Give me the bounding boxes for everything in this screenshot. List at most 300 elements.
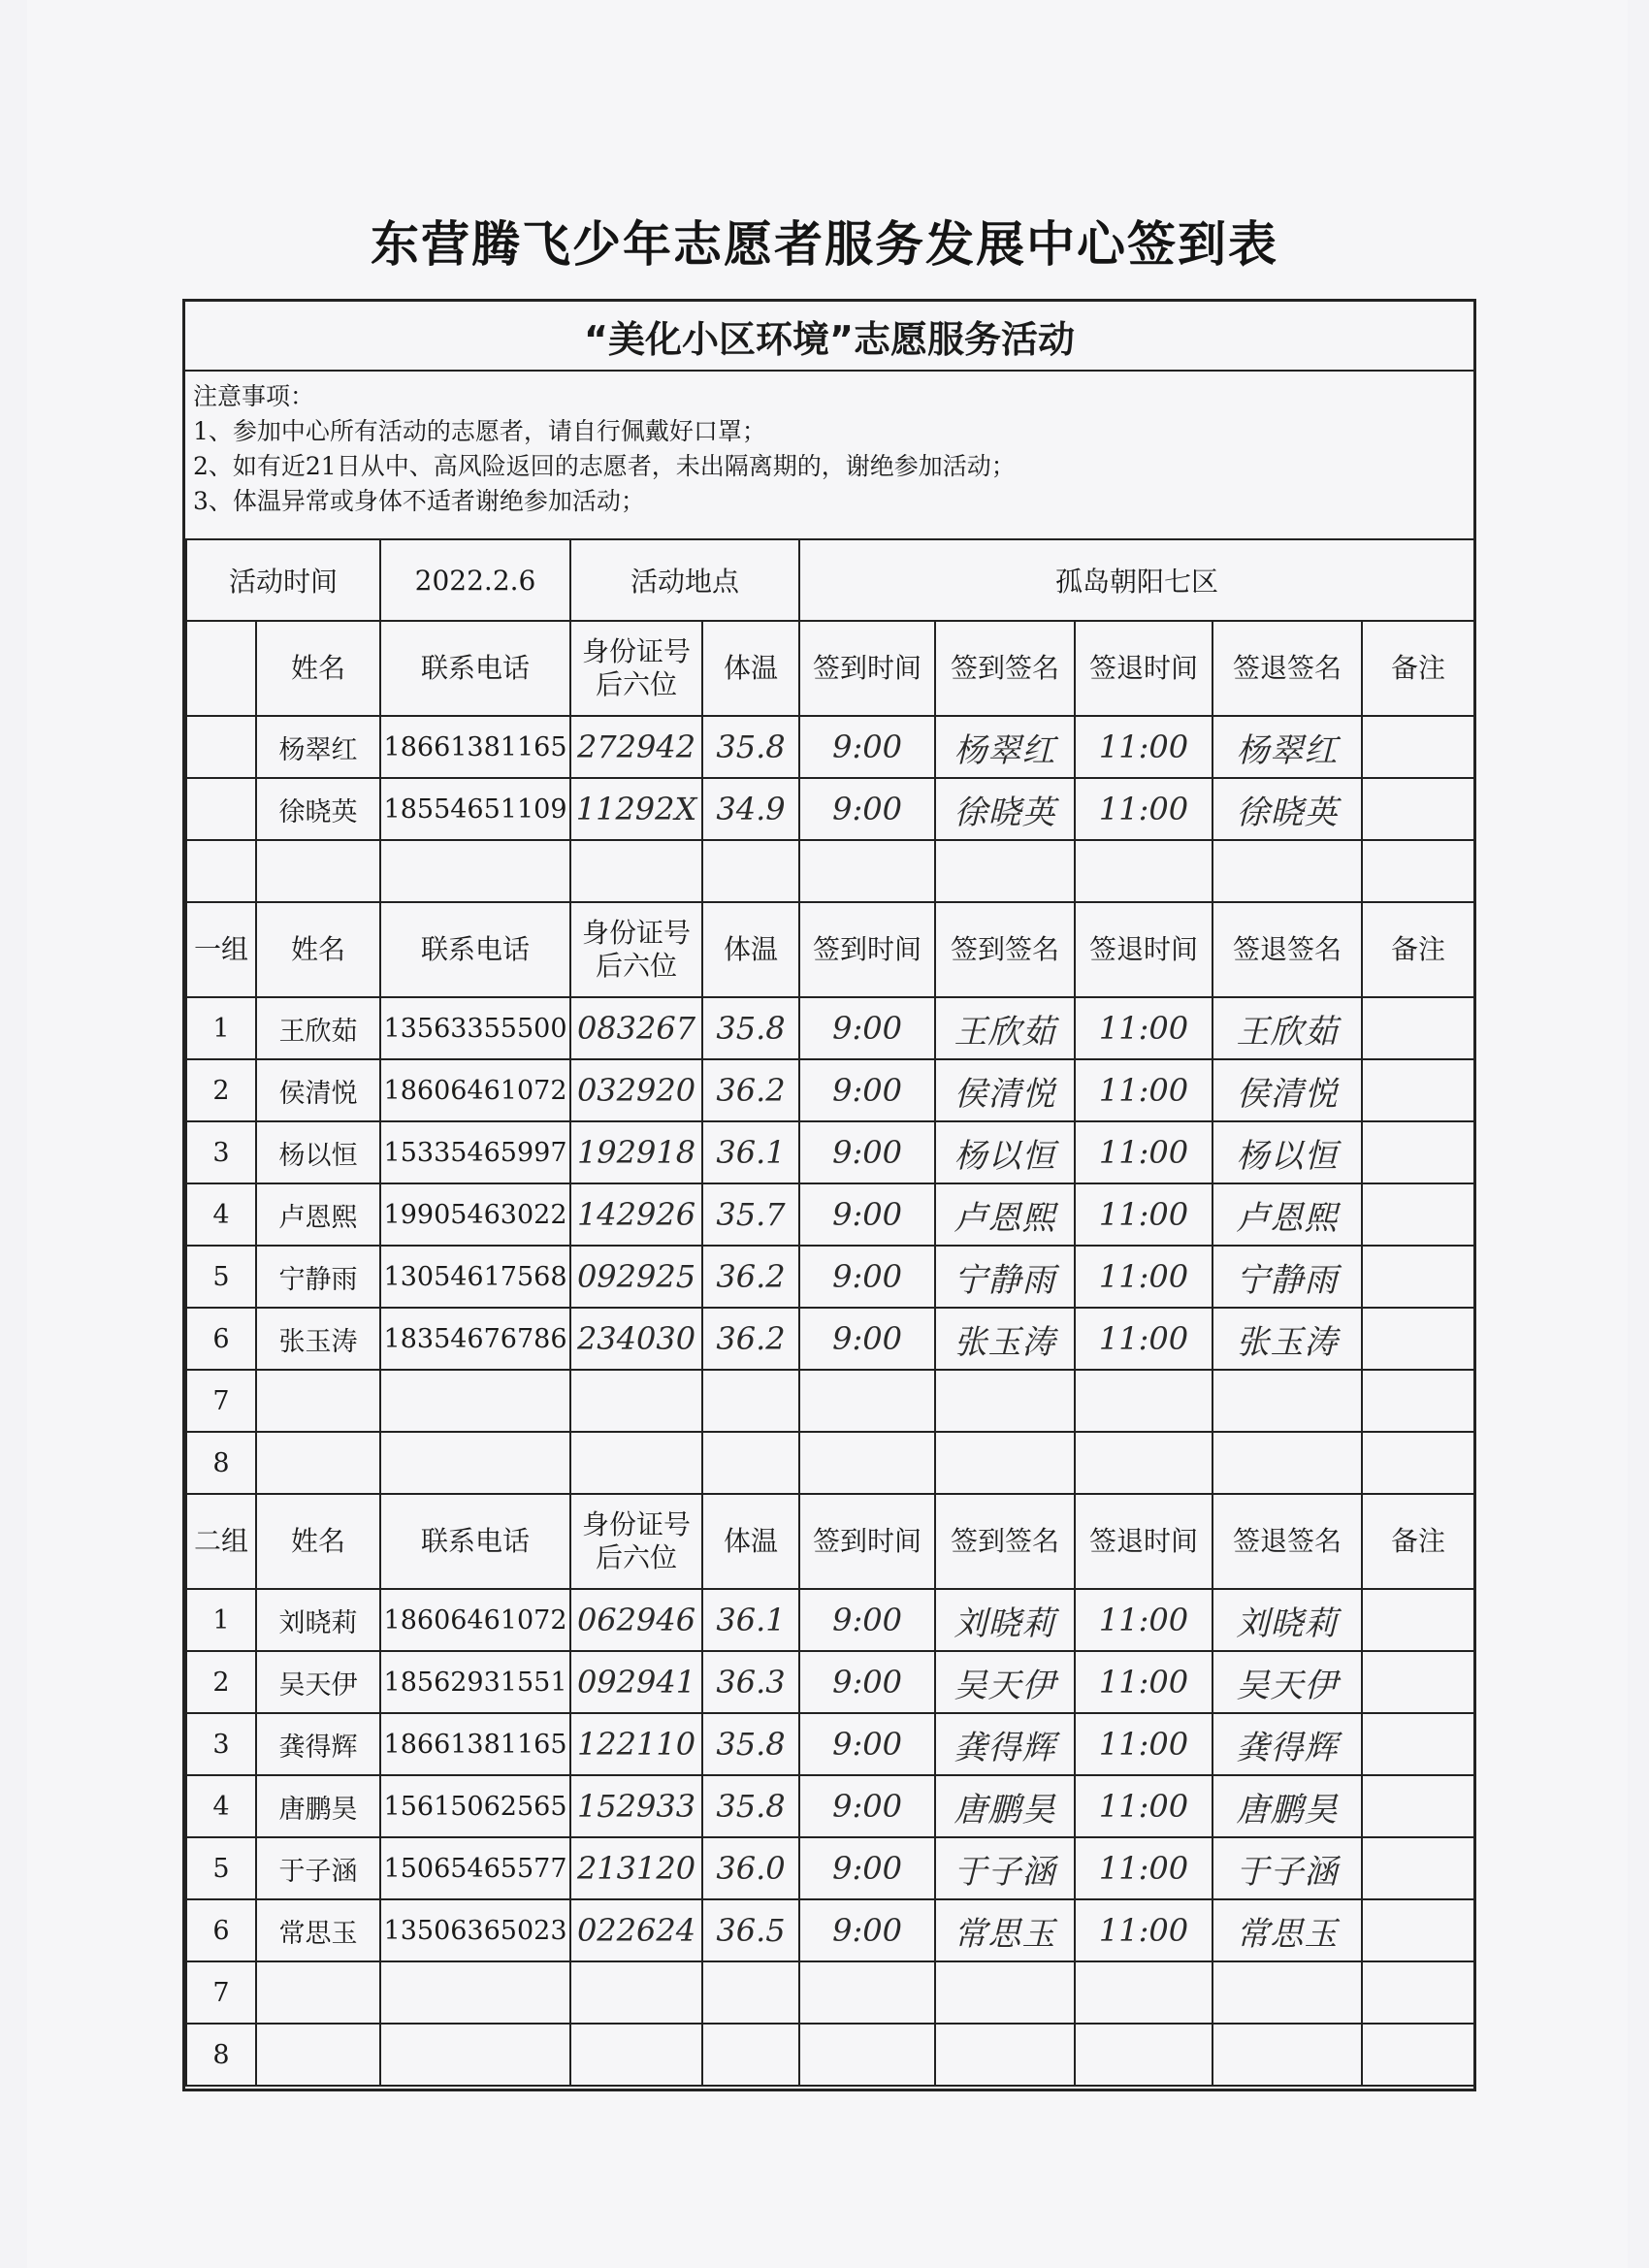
activity-name: “美化小区环境”志愿服务活动 [185, 302, 1473, 372]
phone-number-cell [380, 1370, 570, 1432]
body-temperature: 35.8 [716, 729, 786, 765]
notes-heading: 注意事项： [193, 382, 315, 410]
row-number: 1 [212, 1604, 230, 1636]
sign-out-time-cell [1075, 1183, 1212, 1246]
body-temperature-cell [702, 840, 799, 902]
sign-out-signature-cell [1212, 1059, 1362, 1121]
id-last-six: 142926 [576, 1196, 696, 1233]
row-number-cell [186, 1899, 256, 1961]
header-phone: 联系电话 [380, 621, 570, 716]
volunteer-name-cell [256, 1899, 380, 1961]
body-temperature-cell [702, 1899, 799, 1961]
sign-out-time: 11:00 [1098, 1072, 1189, 1109]
sign-out-signature: 杨以恒 [1236, 1136, 1339, 1176]
sign-in-time-cell [799, 1059, 935, 1121]
sign-out-time-cell [1075, 778, 1212, 840]
header-temperature: 体温 [702, 1494, 799, 1589]
header-id-line: 后六位 [596, 668, 678, 700]
phone-number-cell [380, 1713, 570, 1775]
id-last-six-cell [570, 997, 702, 1059]
remark-cell [1362, 1589, 1474, 1651]
id-last-six: 083267 [576, 1010, 696, 1047]
remark-cell [1362, 997, 1474, 1059]
header-temperature: 体温 [702, 902, 799, 997]
activity-place-value: 孤岛朝阳七区 [799, 539, 1474, 621]
header-sign-in-signature: 签到签名 [935, 1494, 1075, 1589]
sign-out-time-cell [1075, 1370, 1212, 1432]
sign-out-signature-cell [1212, 2024, 1362, 2086]
sign-in-signature: 刘晓莉 [954, 1604, 1056, 1643]
volunteer-name-cell [256, 997, 380, 1059]
column-header-row [186, 902, 1474, 997]
volunteer-name: 于子涵 [278, 1856, 358, 1887]
header-sign-in-signature: 签到签名 [935, 621, 1075, 716]
sign-out-time: 11:00 [1098, 1196, 1189, 1233]
sign-out-time: 11:00 [1098, 1320, 1189, 1357]
remark-cell [1362, 1961, 1474, 2024]
sign-in-signature: 宁静雨 [954, 1260, 1056, 1300]
sign-in-time: 9:00 [832, 1912, 902, 1949]
sign-out-signature: 徐晓英 [1236, 793, 1339, 832]
id-last-six-cell [570, 840, 702, 902]
id-last-six-cell [570, 1246, 702, 1308]
sign-out-signature: 宁静雨 [1236, 1260, 1339, 1300]
id-last-six-cell [570, 1713, 702, 1775]
phone-number-cell [380, 1246, 570, 1308]
phone-number: 15335465997 [383, 1137, 567, 1168]
id-last-six: 122110 [576, 1726, 696, 1763]
sign-out-signature: 刘晓莉 [1236, 1604, 1339, 1643]
body-temperature-cell [702, 1246, 799, 1308]
sign-in-time: 9:00 [832, 1258, 902, 1295]
sign-in-signature-cell [935, 716, 1075, 778]
column-header-row [186, 621, 1474, 716]
header-id-line: 身份证号 [582, 635, 692, 667]
body-temperature: 36.2 [716, 1072, 786, 1109]
phone-number: 13506365023 [383, 1915, 567, 1946]
phone-number-cell [380, 1775, 570, 1837]
remark-cell [1362, 1183, 1474, 1246]
sign-out-signature-cell [1212, 1651, 1362, 1713]
sign-in-signature-cell [935, 1246, 1075, 1308]
phone-number: 18606461072 [383, 1075, 567, 1106]
body-temperature-cell [702, 1183, 799, 1246]
table-row [186, 2024, 1474, 2086]
table-row [186, 1370, 1474, 1432]
sign-in-signature-cell [935, 1775, 1075, 1837]
row-number: 8 [212, 1447, 230, 1478]
row-number-cell [186, 1059, 256, 1121]
id-last-six-cell [570, 1899, 702, 1961]
sign-out-signature: 龚得辉 [1236, 1728, 1339, 1767]
header-sign-out-signature: 签退签名 [1212, 621, 1362, 716]
row-number-cell [186, 1713, 256, 1775]
body-temperature-cell [702, 716, 799, 778]
id-last-six-cell [570, 1432, 702, 1494]
volunteer-name-cell [256, 716, 380, 778]
sign-in-time: 9:00 [832, 1196, 902, 1233]
body-temperature: 36.2 [716, 1320, 786, 1357]
row-number: 5 [212, 1853, 230, 1884]
header-id-line: 后六位 [596, 1541, 678, 1573]
volunteer-name: 徐晓英 [278, 796, 358, 827]
body-temperature-cell [702, 1370, 799, 1432]
sign-out-time-cell [1075, 1837, 1212, 1899]
phone-number-cell [380, 1308, 570, 1370]
header-phone: 联系电话 [380, 902, 570, 997]
phone-number: 18661381165 [383, 731, 567, 762]
sign-in-time-cell [799, 1775, 935, 1837]
sign-out-time-cell [1075, 1961, 1212, 2024]
row-number-cell [186, 778, 256, 840]
body-temperature: 36.5 [716, 1912, 786, 1949]
sign-out-signature-cell [1212, 1246, 1362, 1308]
id-last-six: 092941 [576, 1664, 696, 1701]
sign-in-time-cell [799, 1308, 935, 1370]
sign-out-time: 11:00 [1098, 1258, 1189, 1295]
row-number-cell [186, 1246, 256, 1308]
sign-in-table [185, 538, 1475, 2087]
sign-in-time-cell [799, 778, 935, 840]
id-last-six-cell [570, 1308, 702, 1370]
row-number: 6 [212, 1323, 230, 1354]
sign-in-signature-cell [935, 1308, 1075, 1370]
sign-in-time-cell [799, 1899, 935, 1961]
sign-in-time-cell [799, 997, 935, 1059]
activity-place-label: 活动地点 [570, 539, 799, 621]
phone-number: 13054617568 [383, 1261, 567, 1292]
volunteer-name: 吴天伊 [278, 1669, 358, 1701]
phone-number-cell [380, 1651, 570, 1713]
sign-in-time: 9:00 [832, 1602, 902, 1638]
row-number-cell [186, 1589, 256, 1651]
activity-info-row [186, 539, 1474, 621]
table-row [186, 840, 1474, 902]
body-temperature: 36.3 [716, 1664, 786, 1701]
body-temperature-cell [702, 1713, 799, 1775]
id-last-six-cell [570, 1059, 702, 1121]
table-row [186, 1246, 1474, 1308]
sign-in-time-cell [799, 716, 935, 778]
sign-in-signature: 杨翠红 [954, 730, 1056, 770]
header-remark: 备注 [1362, 902, 1474, 997]
sign-out-signature-cell [1212, 1589, 1362, 1651]
phone-number-cell [380, 2024, 570, 2086]
remark-cell [1362, 1651, 1474, 1713]
sign-in-signature-cell [935, 1651, 1075, 1713]
sign-in-signature: 吴天伊 [954, 1666, 1056, 1705]
sign-out-time: 11:00 [1098, 1602, 1189, 1638]
sign-out-signature-cell [1212, 1183, 1362, 1246]
row-number: 4 [212, 1199, 230, 1230]
volunteer-name: 龚得辉 [278, 1732, 358, 1763]
volunteer-name-cell [256, 1961, 380, 2024]
sign-out-signature: 杨翠红 [1236, 730, 1339, 770]
row-number: 5 [212, 1261, 230, 1292]
sign-in-signature-cell [935, 1432, 1075, 1494]
row-number-cell [186, 1775, 256, 1837]
phone-number-cell [380, 997, 570, 1059]
sign-in-signature-cell [935, 1589, 1075, 1651]
volunteer-name-cell [256, 778, 380, 840]
sign-out-signature: 常思玉 [1236, 1914, 1339, 1954]
volunteer-name-cell [256, 1246, 380, 1308]
header-id-last-six [570, 1494, 702, 1589]
sign-in-time: 9:00 [832, 791, 902, 827]
table-row [186, 1183, 1474, 1246]
sign-in-signature: 侯清悦 [954, 1074, 1056, 1114]
header-name: 姓名 [256, 1494, 380, 1589]
notes-item: 2、如有近21日从中、高风险返回的志愿者，未出隔离期的，谢绝参加活动； [193, 452, 1016, 480]
header-sign-in-time: 签到时间 [799, 621, 935, 716]
volunteer-name: 宁静雨 [278, 1264, 358, 1295]
phone-number: 18661381165 [383, 1729, 567, 1760]
id-last-six-cell [570, 778, 702, 840]
body-temperature-cell [702, 1837, 799, 1899]
sign-in-time-cell [799, 1370, 935, 1432]
row-number: 2 [212, 1667, 230, 1698]
sign-in-signature-cell [935, 1961, 1075, 2024]
sign-out-signature-cell [1212, 1775, 1362, 1837]
id-last-six: 092925 [576, 1258, 696, 1295]
sign-in-time-cell [799, 1961, 935, 2024]
sign-out-time-cell [1075, 1899, 1212, 1961]
row-number-cell [186, 997, 256, 1059]
sign-in-time-cell [799, 1713, 935, 1775]
header-id-last-six [570, 621, 702, 716]
sign-out-signature-cell [1212, 1432, 1362, 1494]
sign-in-time: 9:00 [832, 1010, 902, 1047]
body-temperature: 35.8 [716, 1726, 786, 1763]
header-name: 姓名 [256, 621, 380, 716]
phone-number-cell [380, 1059, 570, 1121]
id-last-six: 234030 [576, 1320, 696, 1357]
sign-out-time: 11:00 [1098, 791, 1189, 827]
row-number: 3 [212, 1137, 230, 1168]
sign-out-signature: 张玉涛 [1236, 1322, 1339, 1362]
body-temperature-cell [702, 778, 799, 840]
sign-out-time-cell [1075, 1651, 1212, 1713]
sign-in-signature: 张玉涛 [954, 1322, 1056, 1362]
body-temperature: 35.7 [716, 1196, 786, 1233]
sign-out-signature: 唐鹏昊 [1236, 1790, 1339, 1830]
table-row [186, 1899, 1474, 1961]
row-number: 2 [212, 1075, 230, 1106]
body-temperature-cell [702, 1432, 799, 1494]
row-number-cell [186, 2024, 256, 2086]
sign-out-signature: 侯清悦 [1236, 1074, 1339, 1114]
volunteer-name-cell [256, 840, 380, 902]
notes-item: 3、体温异常或身体不适者谢绝参加活动； [193, 487, 645, 515]
body-temperature: 36.1 [716, 1134, 786, 1171]
remark-cell [1362, 1899, 1474, 1961]
sign-in-signature: 王欣茹 [954, 1012, 1056, 1052]
phone-number-cell [380, 1183, 570, 1246]
body-temperature: 34.9 [716, 791, 786, 827]
sign-in-time-cell [799, 1183, 935, 1246]
sign-in-signature: 杨以恒 [954, 1136, 1056, 1176]
table-row [186, 1432, 1474, 1494]
column-header-row [186, 1494, 1474, 1589]
phone-number: 19905463022 [383, 1199, 567, 1230]
volunteer-name-cell [256, 1370, 380, 1432]
table-row [186, 1059, 1474, 1121]
sign-in-signature-cell [935, 1370, 1075, 1432]
sign-in-signature-cell [935, 1121, 1075, 1183]
phone-number: 15065465577 [383, 1853, 567, 1884]
row-number-cell [186, 1183, 256, 1246]
sign-in-time: 9:00 [832, 1134, 902, 1171]
sign-out-time-cell [1075, 1308, 1212, 1370]
sign-in-time: 9:00 [832, 1664, 902, 1701]
volunteer-name-cell [256, 1308, 380, 1370]
header-remark: 备注 [1362, 1494, 1474, 1589]
sign-out-time: 11:00 [1098, 1788, 1189, 1825]
table-row [186, 1121, 1474, 1183]
header-phone: 联系电话 [380, 1494, 570, 1589]
phone-number-cell [380, 1899, 570, 1961]
header-sign-out-signature: 签退签名 [1212, 1494, 1362, 1589]
row-number: 6 [212, 1915, 230, 1946]
sign-out-signature-cell [1212, 1370, 1362, 1432]
sign-in-signature-cell [935, 1899, 1075, 1961]
sign-in-time: 9:00 [832, 1850, 902, 1887]
row-number-cell [186, 1432, 256, 1494]
volunteer-name-cell [256, 1432, 380, 1494]
id-last-six: 022624 [576, 1912, 696, 1949]
header-name: 姓名 [256, 902, 380, 997]
body-temperature-cell [702, 1589, 799, 1651]
row-number: 4 [212, 1791, 230, 1822]
phone-number-cell [380, 1837, 570, 1899]
remark-cell [1362, 1370, 1474, 1432]
phone-number-cell [380, 716, 570, 778]
header-sign-in-time: 签到时间 [799, 902, 935, 997]
body-temperature-cell [702, 1121, 799, 1183]
body-temperature-cell [702, 997, 799, 1059]
sign-out-signature-cell [1212, 1713, 1362, 1775]
phone-number-cell [380, 1961, 570, 2024]
page-title: 东营腾飞少年志愿者服务发展中心签到表 [371, 216, 1278, 273]
id-last-six: 213120 [576, 1850, 696, 1887]
header-id-line: 身份证号 [582, 1508, 692, 1540]
volunteer-name-cell [256, 2024, 380, 2086]
sign-out-time-cell [1075, 1059, 1212, 1121]
volunteer-name-cell [256, 1651, 380, 1713]
row-number: 1 [212, 1013, 230, 1044]
volunteer-name: 唐鹏昊 [278, 1794, 358, 1825]
id-last-six-cell [570, 1775, 702, 1837]
phone-number-cell [380, 778, 570, 840]
sign-out-time: 11:00 [1098, 1726, 1189, 1763]
id-last-six-cell [570, 1370, 702, 1432]
body-temperature-cell [702, 1059, 799, 1121]
sign-in-signature: 卢恩熙 [954, 1198, 1056, 1238]
sign-in-signature: 唐鹏昊 [954, 1790, 1056, 1830]
sign-out-time: 11:00 [1098, 1850, 1189, 1887]
sign-in-time-cell [799, 1651, 935, 1713]
sign-out-signature: 卢恩熙 [1236, 1198, 1339, 1238]
sign-in-time-cell [799, 1246, 935, 1308]
volunteer-name: 刘晓莉 [278, 1607, 358, 1638]
sign-out-time-cell [1075, 2024, 1212, 2086]
remark-cell [1362, 1121, 1474, 1183]
sign-out-time-cell [1075, 716, 1212, 778]
row-number-cell [186, 716, 256, 778]
table-row [186, 778, 1474, 840]
table-row [186, 1713, 1474, 1775]
id-last-six: 272942 [576, 729, 696, 765]
header-id-line: 后六位 [596, 950, 678, 982]
phone-number: 18606461072 [383, 1604, 567, 1636]
sign-out-time-cell [1075, 1121, 1212, 1183]
phone-number-cell [380, 1589, 570, 1651]
sign-in-time: 9:00 [832, 1726, 902, 1763]
sign-in-time: 9:00 [832, 1788, 902, 1825]
volunteer-name-cell [256, 1837, 380, 1899]
sign-in-time-cell [799, 840, 935, 902]
header-sign-out-signature: 签退签名 [1212, 902, 1362, 997]
remark-cell [1362, 1246, 1474, 1308]
sign-in-time-cell [799, 1837, 935, 1899]
volunteer-name-cell [256, 1059, 380, 1121]
row-number-cell [186, 1651, 256, 1713]
sign-in-signature-cell [935, 1713, 1075, 1775]
row-number: 7 [212, 1385, 230, 1416]
sign-out-time-cell [1075, 1432, 1212, 1494]
header-temperature: 体温 [702, 621, 799, 716]
volunteer-name: 张玉涛 [278, 1326, 358, 1357]
phone-number: 18354676786 [383, 1323, 567, 1354]
row-number-cell [186, 1961, 256, 2024]
sign-out-signature: 王欣茹 [1236, 1012, 1339, 1052]
remark-cell [1362, 2024, 1474, 2086]
sign-out-time: 11:00 [1098, 1010, 1189, 1047]
sign-in-time-cell [799, 2024, 935, 2086]
body-temperature-cell [702, 2024, 799, 2086]
remark-cell [1362, 778, 1474, 840]
id-last-six-cell [570, 1589, 702, 1651]
header-sign-out-time: 签退时间 [1075, 621, 1212, 716]
remark-cell [1362, 1308, 1474, 1370]
remark-cell [1362, 1059, 1474, 1121]
body-temperature-cell [702, 1961, 799, 2024]
table-row [186, 1837, 1474, 1899]
id-last-six-cell [570, 1121, 702, 1183]
body-temperature: 35.8 [716, 1788, 786, 1825]
group-label: 一组 [186, 902, 256, 997]
id-last-six-cell [570, 1837, 702, 1899]
sign-out-time-cell [1075, 997, 1212, 1059]
sign-in-signature: 徐晓英 [954, 793, 1056, 832]
table-row [186, 997, 1474, 1059]
header-sign-out-time: 签退时间 [1075, 902, 1212, 997]
sign-out-signature-cell [1212, 840, 1362, 902]
id-last-six-cell [570, 716, 702, 778]
volunteer-name-cell [256, 1121, 380, 1183]
sign-out-signature-cell [1212, 1121, 1362, 1183]
sign-out-time-cell [1075, 1246, 1212, 1308]
activity-time-label: 活动时间 [186, 539, 380, 621]
volunteer-name: 杨翠红 [278, 734, 358, 765]
volunteer-name: 杨以恒 [278, 1140, 358, 1171]
id-last-six-cell [570, 1961, 702, 2024]
notes-item: 1、参加中心所有活动的志愿者，请自行佩戴好口罩； [193, 417, 766, 445]
sign-out-signature-cell [1212, 1837, 1362, 1899]
phone-number: 15615062565 [383, 1791, 567, 1822]
sign-out-time: 11:00 [1098, 1664, 1189, 1701]
group-label: 二组 [186, 1494, 256, 1589]
